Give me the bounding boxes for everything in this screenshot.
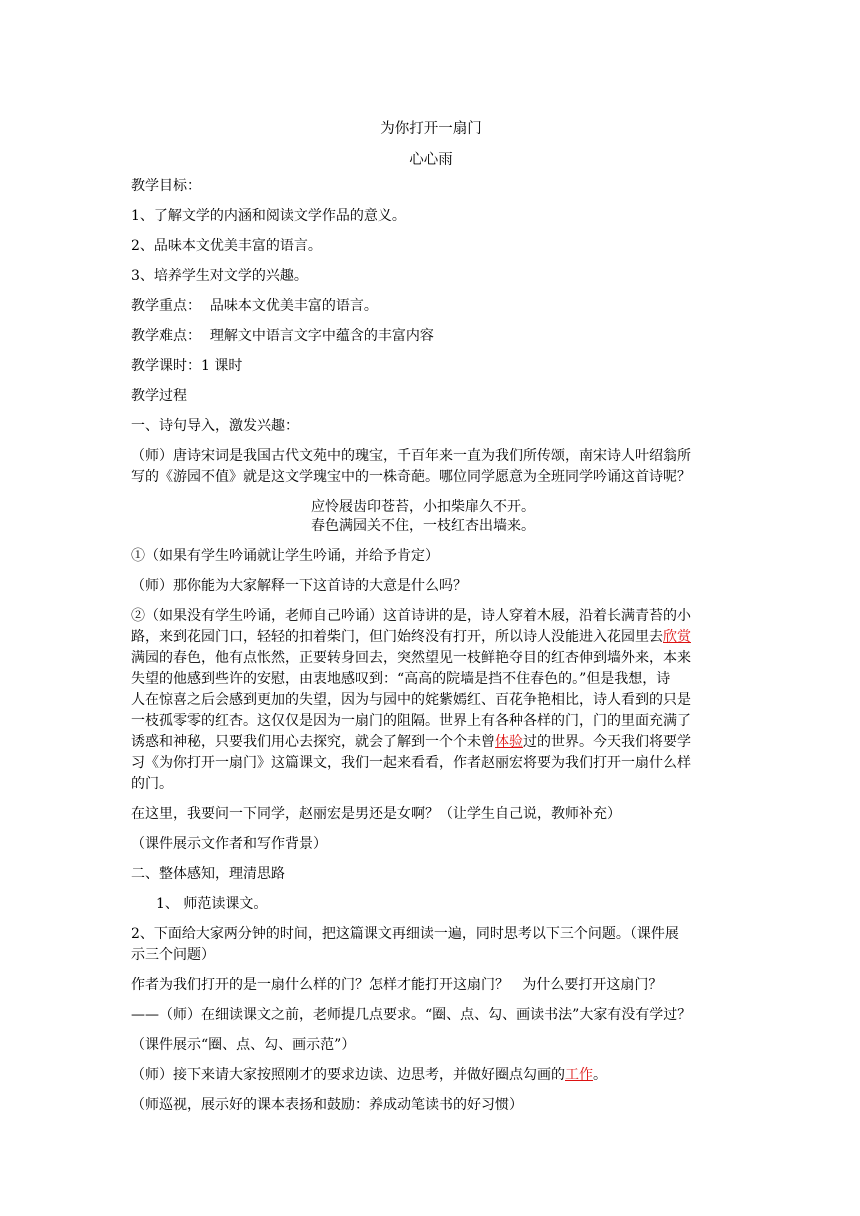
section-heading: 二、整体感知，理清思路: [131, 866, 285, 882]
difficulty: 教学难点： 理解文中语言文字中蕴含的丰富内容: [131, 328, 434, 344]
paragraph-line: ②（如果没有学生吟诵，老师自己吟诵）这首诗讲的是，诗人穿着木屐，沿着长满青苔的小: [131, 608, 691, 624]
paragraph-line: ①（如果有学生吟诵就让学生吟诵，并给予肯定）: [131, 548, 439, 564]
poem-line: 春色满园关不住，一枝红杏出墙来。: [311, 518, 535, 534]
paragraph-line: （师）唐诗宋词是我国古代文苑中的瑰宝，千百年来一直为我们所传颂，南宋诗人叶绍翁所: [131, 448, 691, 464]
goal-item: 1、了解文学的内涵和阅读文学作品的意义。: [131, 208, 406, 224]
step-item: 1、 师范读课文。: [156, 896, 268, 912]
paragraph-line: （课件展示“圈、点、勾、画示范”）: [131, 1037, 356, 1053]
goal-heading: 教学目标：: [131, 178, 201, 194]
paragraph-line: 失望的他感到些许的安慰，由衷地感叹到：“高高的院墙是挡不住春色的。”但是我想，诗: [131, 671, 671, 687]
hyperlink-appreciate[interactable]: 欣赏: [663, 629, 691, 645]
document-author: 心心雨: [409, 152, 453, 168]
document-title: 为你打开一扇门: [380, 121, 482, 137]
paragraph-line: 习《为你打开一扇门》这篇课文，我们一起来看看，作者赵丽宏将要为我们打开一扇什么样: [131, 755, 691, 771]
paragraph-line: 诱惑和神秘，只要我们用心去探究，就会了解到一个个未曾体验过的世界。今天我们将要学: [131, 734, 691, 750]
paragraph-line: 写的《游园不值》就是这文学瑰宝中的一株奇葩。哪位同学愿意为全班同学吟诵这首诗呢？: [131, 469, 691, 485]
paragraph-line: （师巡视，展示好的课本表扬和鼓励：养成动笔读书的好习惯）: [131, 1097, 523, 1113]
paragraph-line: 路，来到花园门口，轻轻的扣着柴门，但门始终没有打开，所以诗人没能进入花园里去欣赏: [131, 629, 691, 645]
paragraph-line: 在这里，我要问一下同学，赵丽宏是男还是女啊？（让学生自己说，教师补充）: [131, 806, 621, 822]
poem-line: 应怜屐齿印苍苔，小扣柴扉久不开。: [311, 499, 535, 515]
section-heading: 一、诗句导入，激发兴趣：: [131, 418, 299, 434]
paragraph-line: （师）接下来请大家按照刚才的要求边读、边思考，并做好圈点勾画的工作。: [131, 1067, 607, 1083]
class-hours: 教学课时：1 课时: [131, 358, 243, 374]
key-point: 教学重点： 品味本文优美丰富的语言。: [131, 298, 378, 314]
hyperlink-work[interactable]: 工作: [565, 1067, 593, 1083]
paragraph-line: 人在惊喜之后会感到更加的失望，因为与园中的姹紫嫣红、百花争艳相比，诗人看到的只是: [131, 692, 691, 708]
paragraph-line: 2、下面给大家两分钟的时间，把这篇课文再细读一遍，同时思考以下三个问题。（课件展: [131, 926, 679, 942]
process-heading: 教学过程: [131, 388, 187, 404]
paragraph-line: 一枝孤零零的红杏。这仅仅是因为一扇门的阻隔。世界上有各种各样的门，门的里面充满了: [131, 713, 691, 729]
paragraph-line: ——（师）在细读课文之前，老师提几点要求。“圈、点、勾、画读书法”大家有没有学过？: [131, 1007, 692, 1023]
paragraph-line: 作者为我们打开的是一扇什么样的门？怎样才能打开这扇门？ 为什么要打开这扇门？: [131, 977, 663, 993]
paragraph-line: （课件展示文作者和写作背景）: [131, 836, 327, 852]
hyperlink-experience[interactable]: 体验: [495, 734, 523, 750]
paragraph-line: 满园的春色，他有点怅然，正要转身回去，突然望见一枝鲜艳夺目的红杏伸到墙外来，本来: [131, 650, 691, 666]
paragraph-line: （师）那你能为大家解释一下这首诗的大意是什么吗？: [131, 578, 467, 594]
paragraph-line: 示三个问题）: [131, 947, 215, 963]
paragraph-line: 的门。: [131, 776, 173, 792]
goal-item: 2、品味本文优美丰富的语言。: [131, 238, 322, 254]
goal-item: 3、培养学生对文学的兴趣。: [131, 268, 308, 284]
